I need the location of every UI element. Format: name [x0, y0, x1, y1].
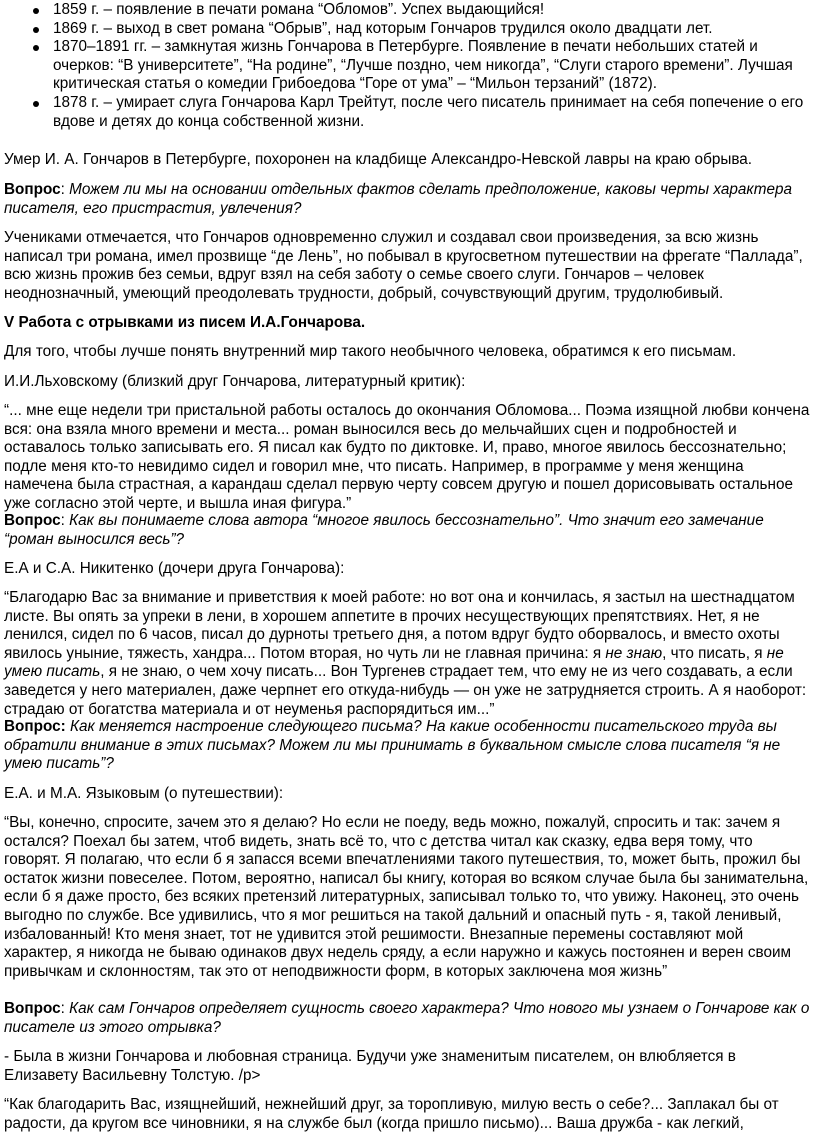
timeline-item	[0, 1, 816, 20]
question-sep: :	[60, 181, 70, 198]
love-paragraph	[4, 1048, 810, 1085]
section-heading: V Работа с отрывками из писем И.А.Гончарова.	[4, 314, 366, 331]
addressee-2: Е.А и С.А. Никитенко (дочери друга Гончарова):	[4, 560, 345, 577]
question-1	[4, 181, 810, 218]
addressee-3: Е.А. и М.А. Языковым (о путешествии):	[4, 785, 284, 802]
letter-1: “... мне еще недели три пристальной работы осталось до окончания Обломова... Поэма изящной любви кончена вся: она взяла много времени и места... роман выносился весь до мельчайших сцен и подробностей и оставалось только записывать его. Я писал как будто по диктовке. И, право, многое явилось бессознательно; подле меня кто-то невидимо сидел и говорил мне, что писать. Например, в программе у меня женщина намечена была страстная, а карандаш сделал первую черту совсем другую и пошел дорисовывать остальное уже согласно этой черте, и вышла иная фигура.”	[4, 402, 810, 512]
question-text: Можем ли мы на основании отдельных фактов сделать предположение, каковы черты характера писателя, его пристрастия, увлечения?	[4, 181, 793, 217]
letter-2	[4, 589, 810, 719]
addressee-1: И.И.Льховскому (близкий друг Гончарова, литературный критик):	[4, 373, 466, 390]
timeline-item-text: 1859 г. – появление в печати романа “Обломов”. Успех выдающийся!	[53, 1, 545, 18]
question-text: Как меняется настроение следующего письма? На какие особенности писательского труда вы обратили внимание в этих письмах? Можем ли мы принимать в буквальном смысле слова писателя “я не умею писать”?	[4, 718, 781, 773]
question-label: Вопрос	[4, 1000, 61, 1017]
question-4	[4, 1000, 810, 1037]
letter-2-emphasis: не знаю	[605, 644, 663, 662]
answer-1: Учениками отмечается, что Гончаров одновременно служил и создавал свои произведения, за всю жизнь написал три романа, имел прозвище “де Лень”, но побывал в кругосветном путешествии на фрегате “Паллада”, всю жизнь прожив без семьи, вдруг взял на себя заботу о семье своего слуги. Гончаров – человек неоднозначный, умеющий преодолевать трудности, добрый, сочувствующий другим, трудолюбивый.	[4, 229, 803, 302]
timeline-list	[0, 1, 816, 131]
letter-2-part: , что писать, я	[662, 644, 767, 662]
letter-4: “Как благодарить Вас, изящнейший, нежнейший друг, за торопливую, милую весть о себе?... Заплакал бы от радости, да кругом все чиновники, я на службе был (когда пришло письмо)... Ваша дружба - как легкий,	[4, 1096, 779, 1132]
question-text: Как вы понимаете слова автора “многое явилось бессознательно”. Что значит его замечание “роман выносился весь”?	[4, 512, 764, 548]
question-sep: :	[60, 1000, 70, 1017]
letter-3: “Вы, конечно, спросите, зачем это я делаю? Но если не поеду, ведь можно, пожалуй, спросить и так: зачем я остался? Поехал бы затем, чтоб видеть, знать всё то, что с детства читал как сказку, едва веря тому, что говорят. Я полагаю, что если б я запасся всеми впечатлениями такого путешествия, то, может быть, прожил бы остаток жизни повеселее. Потом, вероятно, написал бы книгу, которая во всяком случае была бы занимательна, если б я даже просто, без всяких претензий литературных, записывал только то, что увижу. Наконец, это очень выгодно по службе. Все удивились, что я мог решиться на такой дальний и опасный путь - я, такой ленивый, избалованный! Кто меня знает, тот не удивится этой решимости. Внезапные перемены составляют мой характер, я никогда не бываю одинаков двух недель сряду, а если наружно и кажусь постоянен и верен своим привычкам и склонностям, так это от неподвижности форм, в которых заключена моя жизнь”	[4, 814, 809, 980]
letter-2-part: “Благодарю Вас за внимание и приветствия к моей работе: но вот она и кончилась, я застыл на шестнадцатом листе. Вы опять за упреки в лени, в хорошем аппетите в прочих несуществующих препятствиях. Нет, я не ленился, сидел по 6 часов, писал до дурноты третьего дня, а потом вдруг будто оборвалось, и вместо охоты явилось уныние, тяжесть, хандра... Потом вторая, но чуть ли не главная причина: я	[4, 589, 795, 662]
timeline-item	[0, 20, 816, 39]
question-label: Вопрос	[4, 181, 61, 198]
timeline-item-text: 1870–1891 гг. – замкнутая жизнь Гончарова в Петербурге. Появление в печати небольших статей и очерков: “В университете”, “На родине”, “Лучше поздно, чем никогда”, “Слуги старого времени”. Лучшая критическая статья о комедии Грибоедова “Горе от ума” – “Мильон терзаний” (1872).	[53, 38, 793, 93]
timeline-item	[0, 94, 816, 131]
timeline-item-text: 1869 г. – выход в свет романа “Обрыв”, над которым Гончаров трудился около двадцати лет.	[53, 19, 713, 37]
markup-artifact: /p>	[234, 1066, 261, 1084]
question-label: Вопрос:	[4, 718, 66, 735]
question-2	[4, 512, 810, 549]
question-3	[4, 718, 810, 774]
timeline-item	[0, 38, 816, 94]
love-text: - Была в жизни Гончарова и любовная страница. Будучи уже знаменитым писателем, он влюбляется в Елизавету Васильевну Толстую.	[4, 1048, 736, 1084]
question-label: Вопрос	[4, 512, 61, 529]
question-text: Как сам Гончаров определяет сущность своего характера? Что нового мы узнаем о Гончарове как о писателе из этого отрывка?	[4, 1000, 810, 1036]
death-paragraph: Умер И. А. Гончаров в Петербурге, похоронен на кладбище Александро-Невской лавры на краю обрыва.	[4, 151, 753, 168]
question-sep: :	[60, 512, 70, 529]
letter-2-emphasis: не умею писать	[4, 644, 784, 681]
timeline-item-text: 1878 г. – умирает слуга Гончарова Карл Трейтут, после чего писатель принимает на себя попечение о его вдове и детях до конца собственной жизни.	[53, 93, 804, 130]
letter-2-part: , я не знаю, о чем хочу писать... Вон Тургенев страдает тем, что ему не из чего создавать, а если заведется у него материален, даже черпнет его откуда-нибудь — он уже не затрудняется строить. А я наоборот: страдаю от богатства материала и от неуменья распорядиться им...”	[4, 663, 807, 718]
intro-paragraph: Для того, чтобы лучше понять внутренний мир такого необычного человека, обратимся к его письмам.	[4, 343, 737, 360]
